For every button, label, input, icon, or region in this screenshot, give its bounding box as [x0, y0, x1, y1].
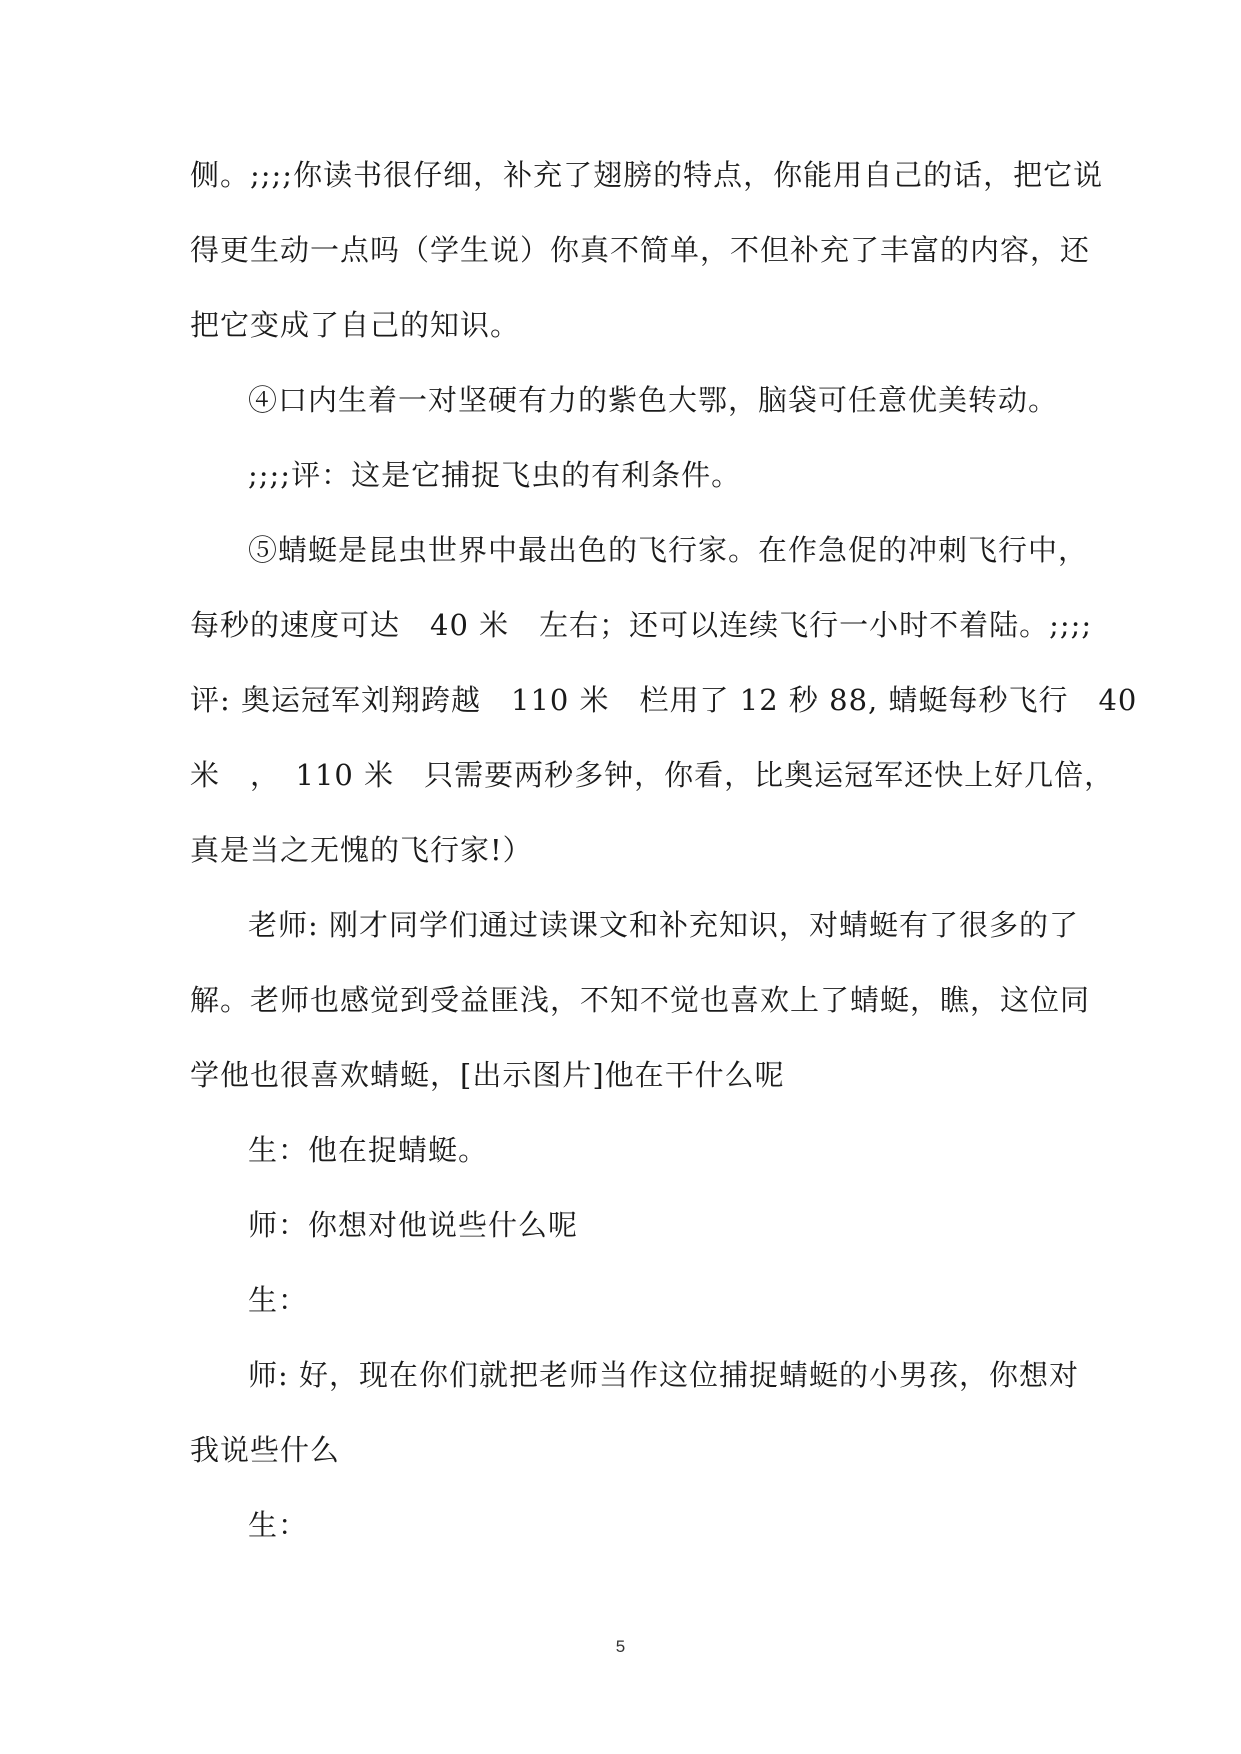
- text-line: 米 ， 110 米 只需要两秒多钟，你看，比奥运冠军还快上好几倍，: [190, 758, 1115, 792]
- text-line: ;;;;评：这是它捕捉飞虫的有利条件。: [248, 458, 742, 492]
- text-line: 师：你想对他说些什么呢: [248, 1208, 579, 1242]
- text-line: ⑤蜻蜓是昆虫世界中最出色的飞行家。在作急促的冲刺飞行中，: [248, 533, 1089, 567]
- text-line: 评: 奥运冠军刘翔跨越 110 米 栏用了 12 秒 88, 蜻蜓每秒飞行 40: [190, 683, 1138, 717]
- text-line: 老师: 刚才同学们通过读课文和补充知识，对蜻蜓有了很多的了: [248, 908, 1079, 942]
- text-line: 真是当之无愧的飞行家!）: [190, 833, 533, 867]
- text-line: 解。老师也感觉到受益匪浅，不知不觉也喜欢上了蜻蜓，瞧，这位同: [190, 983, 1091, 1017]
- text-line: 把它变成了自己的知识。: [190, 308, 521, 342]
- text-line: 得更生动一点吗（学生说）你真不简单，不但补充了丰富的内容，还: [190, 233, 1091, 267]
- text-line: 生：: [248, 1508, 309, 1542]
- text-line: 生：他在捉蜻蜓。: [248, 1133, 489, 1167]
- text-line: 学他也很喜欢蜻蜓，[出示图片]他在干什么呢: [190, 1058, 785, 1092]
- text-line: 我说些什么: [190, 1433, 341, 1467]
- page-number: 5: [615, 1637, 626, 1656]
- body-text: [190, 138, 1138, 1563]
- text-line: 侧。;;;;你读书很仔细，补充了翅膀的特点，你能用自己的话，把它说: [190, 158, 1104, 192]
- text-line: 每秒的速度可达 40 米 左右；还可以连续飞行一小时不着陆。;;;;: [190, 608, 1093, 642]
- text-line: ④口内生着一对坚硬有力的紫色大鄂，脑袋可任意优美转动。: [248, 383, 1059, 417]
- text-line: 师: 好，现在你们就把老师当作这位捕捉蜻蜓的小男孩，你想对: [248, 1358, 1079, 1392]
- text-line: 生：: [248, 1283, 309, 1317]
